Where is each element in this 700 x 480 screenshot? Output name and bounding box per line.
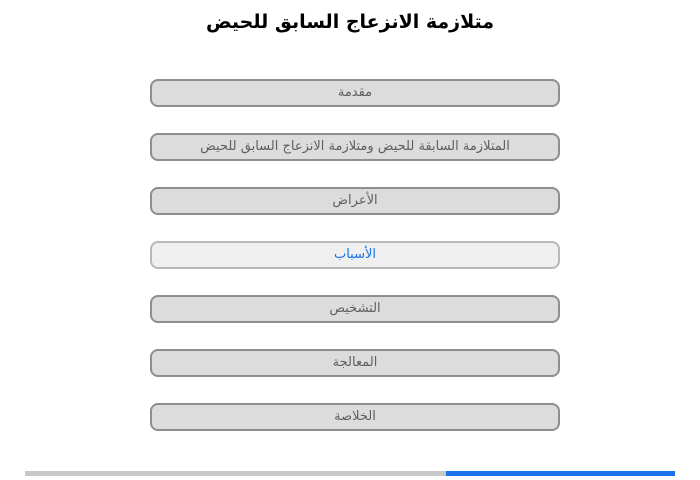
menu-item-pms-and-pmdd[interactable]: المتلازمة السابقة للحيض ومتلازمة الانزعاج السابق للحيض	[150, 133, 560, 161]
menu-item-diagnosis[interactable]: التشخيص	[150, 295, 560, 323]
page-title: متلازمة الانزعاج السابق للحيض	[205, 11, 495, 33]
menu-item-symptoms[interactable]: الأعراض	[150, 187, 560, 215]
progress-bar	[25, 471, 675, 476]
menu-item-treatment[interactable]: المعالجة	[150, 349, 560, 377]
menu-item-introduction[interactable]: مقدمة	[150, 79, 560, 107]
section-menu	[150, 79, 560, 457]
progress-bar-fill	[446, 471, 675, 476]
menu-item-summary[interactable]: الخلاصة	[150, 403, 560, 431]
menu-item-causes[interactable]: الأسباب	[150, 241, 560, 269]
